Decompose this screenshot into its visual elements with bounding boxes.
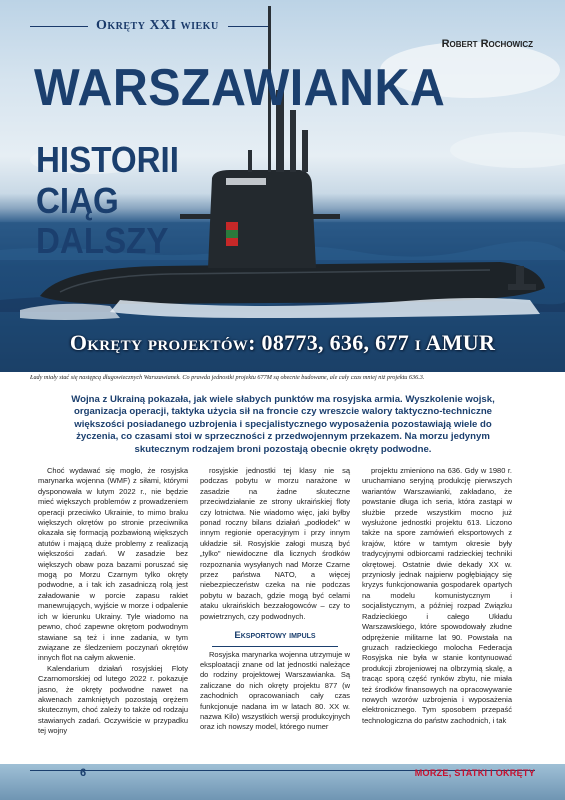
paragraph: Choć wydawać się mogło, że rosyjska marynarka wojenna (WMF) z siłami, którymi dysponowała w lutym 2022 r., nie będzie mieć większych problemów z prowadzeniem operacji przeciwko Ukrainie, to mimo braku większych okrętów po stronie przeciwnika okazała się formacją pozbawioną większych atutów i mającą duże problemy z realizacją większości zadań. W zasadzie bez większych obaw poza bazami poruszać się mogą po Morzu Czarnym tylko okręty podwodne, a i tak ich zasadniczą rolą jest załadowanie w porcie zapasu rakiet manewrujących, wyjście w morze i odpalenie ich w kierunku Ukrainy. Tyle wiadomo na pewno, choć zapewne okrętom podwodnym stawiane są też i inne zadania, w tym związane ze śledzeniem poczynań okrętów innych flot na całym akwenie. <box>38 466 188 663</box>
subheading-rule <box>212 646 338 647</box>
paragraph: projektu zmieniono na 636. Gdy w 1980 r. uruchamiano seryjną produkcję pierwszych wariantów Warszawianki, zakładano, że powstanie długa ich seria, która zastąpi w służbie przede wszystkim mocno już wysłużone jednostki projektu 613. Liczono także na spore zamówień eksportowych z krajów, które w tamtym okresie były tradycyjnymi odbiorcami radzieckiej techniki okrętowej. Ostatnie dwie dekady XX w. przyniosły jednak najpierw pogłębiający się kryzys funkcjonowania gospodarek opartych na modelu komunistycznym i socjalistycznym, a później rozpad Związku Radzieckiego i całego Układu Warszawskiego, które spowodowały złudne odprężenie militarne lat 90. Powstała na gruzach radzieckiego molocha Federacja Rosyjska nie była w stanie kontynuować produkcji zbrojeniowej na olbrzymią skalę, a tracąc sporą część rynków zbytu, nie miała też środków finansowych na opracowywanie nowych wzorów uzbrojenia i wyposażenia elektronicznego. Tym sposobem przepaść technologiczna do państw zachodnich, i tak <box>362 466 512 725</box>
section-label: Okręty XXI wieku <box>96 18 219 33</box>
article-subtitle <box>36 140 179 262</box>
projects-banner: Okręty projektów: 08773, 636, 677 i AMUR <box>69 330 496 355</box>
subtitle-line: HISTORII <box>36 139 179 180</box>
text-column-3 <box>362 466 512 726</box>
paragraph: Kalendarium działań rosyjskiej Floty Czarnomorskiej od lutego 2022 r. pokazuje jasno, że okręty podwodne nawet na akwenach zamkniętych pozostają orężem skutecznym, choć zależy to także od rodzaju stawianych zadań. Oczywiście w przypadku tej wojny <box>38 663 188 736</box>
magazine-name: MORZE, STATKI I OKRĘTY <box>414 768 535 778</box>
section-label-rule <box>228 26 268 27</box>
author-name: Robert Rochowicz <box>441 38 533 50</box>
page-number: 6 <box>80 767 87 779</box>
section-subheading: Eksportowy impuls <box>234 630 316 642</box>
paragraph: rosyjskie jednostki tej klasy nie są podczas pobytu w morzu narażone w zasadzie na żadne skuteczne przeciwdziałanie ze strony ukraińskiej floty czy lotnictwa. Nie wiadomo więc, jaki byłby ponad roczny bilans działań „podłodek" w innym regionie operacyjnym i przy innym układzie sił. Rosyjskie załogi muszą być „tylko" niewidoczne dla licznych środków rozpoznania wysyłanych nad Morze Czarne przez państwa NATO, a więcej niebezpieczeństw czeka na nie podczas pobytu w bazach, gdzie mogą być celami ataku ukraińskich bezzałogowców – czy to powietrznych, czy podwodnych. <box>200 466 350 621</box>
article-lead: Wojna z Ukrainą pokazała, jak wiele słabych punktów ma rosyjska armia. Wyszkolenie wojsk, organizacja operacji, taktyka użycia sił na froncie czy wreszcie walory taktyczno-techniczne większości posiadanego uzbrojenia i specjalistycznego wyposażenia pozostawiają wiele do życzenia, co czasami stoi w sprzeczności z przedwojennym przekazem. Na morzu jedynym skutecznym rodzajem broni pozostają obecnie okręty podwodne. <box>71 394 495 455</box>
photo-caption: Łady miały stać się następcą długowiecznych Warszawianek. Co prawda jednostki projektu 677M są obecnie budowane, ale cały czas mniej niż projektu 636.3. <box>30 374 425 381</box>
article-title: WARSZAWIANKA <box>34 59 446 117</box>
subtitle-line: CIĄG <box>36 179 119 221</box>
submarine-photo <box>0 0 565 372</box>
text-column-1 <box>38 466 188 737</box>
text-column-2 <box>200 466 350 733</box>
subtitle-line: DALSZY <box>36 220 169 262</box>
section-label-rule <box>30 26 88 27</box>
paragraph: Rosyjska marynarka wojenna utrzymuje w eksploatacji znane od lat jednostki należące do rodziny projektowej Warszawianka. Są zaliczane do nich okręty projektu 877 (w zachodnich opracowaniach cały czas funkcjonuje nadana im w latach 80. XX w. nazwa Kilo) wszystkich wersji produkcyjnych oraz ich nowszy model, którego numer <box>200 649 350 732</box>
